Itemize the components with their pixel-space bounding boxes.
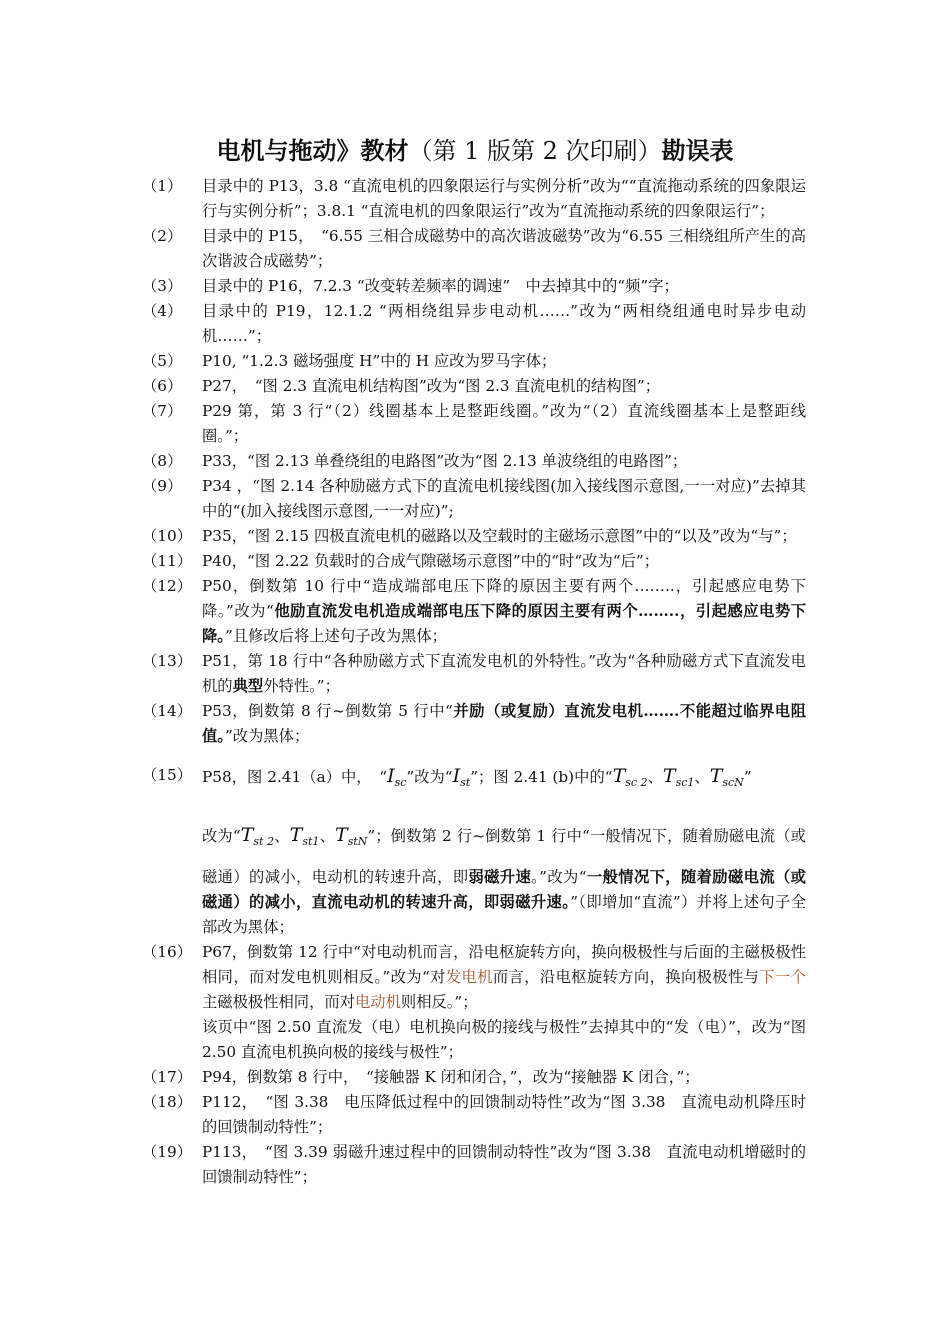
item-text-part: P67，倒数第 12 行中“对电动机而言，沿电枢旋转方向，换向极极性与后面的主磁极极性相同，而对发电机则相反。”改为“对	[202, 943, 806, 986]
list-item	[0, 349, 950, 374]
item-text: P112， “图 3.38 电压降低过程中的回馈制动特性”改为“图 3.38 直流电动机降压时的回馈制动特性”；	[202, 1093, 806, 1136]
item-number: （8）	[142, 452, 183, 470]
item-text	[202, 940, 806, 1015]
item-text-part: P51，第 18 行中“各种励磁方式下直流发电机的外特性。”改为“各种励磁方式下直流发电机的	[202, 652, 806, 695]
item-text-part: ”（即增加“直流”）并将上述句子全部改为黑体；	[202, 893, 807, 936]
list-item	[0, 649, 950, 699]
highlight-text: 电动机	[354, 993, 401, 1011]
formula-i-sc: $I_{sc}$	[387, 765, 407, 789]
formula-t-sc: $T_{sc 2}$、$T_{sc1}$、$T_{scN}$	[612, 765, 744, 789]
item-text: P27， “图 2.3 直流电机结构图”改为“图 2.3 直流电机的结构图”；	[202, 377, 661, 395]
item-text-part: 而言，沿电枢旋转方向，换向极极性与	[492, 968, 760, 986]
list-item	[0, 574, 950, 649]
item-text	[202, 753, 806, 940]
item-text-second: 该页中“图 2.50 直流发（电）电机换向极的接线与极性”去掉其中的“发（电）”，改为“图 2.50 直流电机换向极的接线与极性”；	[202, 1018, 806, 1061]
item-text-part: P58，图 2.41（a）中， “	[202, 768, 388, 786]
list-item	[0, 224, 950, 274]
item-text: P10, “1.2.3 磁场强度 H”中的 H 应改为罗马字体；	[202, 352, 557, 370]
list-item	[0, 524, 950, 549]
list-item	[0, 940, 950, 1065]
formula-i-st: $I_{st}$	[452, 765, 471, 789]
bold-text: 他励直流发电机造成端部电压下降的原因主要有两个……..，引起感应电势下降。	[202, 602, 806, 645]
formula-line-1	[202, 753, 806, 806]
item-text: 目录中的 P15， “6.55 三相合成磁势中的高次谐波磁势”改为“6.55 三相绕组所产生的高次谐波合成磁势”；	[202, 227, 806, 270]
item-text-part: 。”改为“	[531, 868, 587, 886]
item-text	[202, 649, 806, 699]
bold-text: 典型	[232, 677, 264, 695]
bold-text: 一般情况下，随着励磁电流（或磁通）的减小，直流电动机的转速升高，即弱磁升速。	[202, 868, 806, 911]
list-item	[0, 753, 950, 940]
title-part2: （第 1 版第 2 次印刷）	[408, 137, 662, 165]
item-number: （6）	[142, 377, 183, 395]
item-number: （3）	[142, 277, 183, 295]
item-text: 目录中的 P13，3.8 “直流电机的四象限运行与实例分析”改为““直流拖动系统的四象限运行与实例分析”；3.8.1 “直流电机的四象限运行”改为“直流拖动系统的四象限运行”；	[202, 177, 806, 220]
list-item	[0, 1090, 950, 1140]
bold-text: 弱磁升速	[468, 868, 532, 886]
item-number: （13）	[142, 652, 193, 670]
item-number: （1）	[142, 177, 183, 195]
item-text-part: ”且修改后将上述句子改为黑体；	[224, 627, 447, 645]
item-text-part: 则相反。”；	[400, 993, 478, 1011]
item-number: （7）	[142, 402, 183, 420]
title-part3: 勘误表	[661, 136, 734, 165]
item-text-part: ”；图 2.41 (b)中的“	[470, 768, 613, 786]
bold-text: 并励（或复励）直流发电机…….不能超过临界电阻值。	[202, 702, 807, 745]
item-text: P29 第，第 3 行“（2）线圈基本上是整距线圈。”改为“（2）直流线圈基本上是整距线圈。”；	[202, 402, 806, 445]
list-item	[0, 374, 950, 399]
item-number: （15）	[142, 766, 193, 784]
item-number: （12）	[142, 577, 193, 595]
list-item	[0, 399, 950, 449]
document-title	[0, 134, 950, 168]
list-item	[0, 699, 950, 749]
list-item	[0, 1065, 950, 1090]
item-text: P34 ，“图 2.14 各种励磁方式下的直流电机接线图(加入接线图示意图,一一对应)”去掉其中的“(加入接线图示意图,一一对应)”;	[202, 477, 806, 520]
item-number: （14）	[142, 702, 193, 720]
item-text-part: 外特性。”；	[263, 677, 340, 695]
item-text-part: P50，倒数第 10 行中“造成端部电压下降的原因主要有两个……..，引起感应电势下降。”改为“	[202, 577, 806, 620]
highlight-text: 下一个	[759, 968, 806, 986]
item-text: 目录中的 P16，7.2.3 “改变转差频率的调速” 中去掉其中的“频”字；	[202, 277, 679, 295]
item-number: （2）	[142, 227, 183, 245]
item-number: （4）	[142, 302, 183, 320]
item-text	[202, 574, 806, 649]
list-item	[0, 1140, 950, 1190]
formula-line-2	[202, 824, 368, 848]
item-text-part: ”；倒数第 2 行~倒数第 1 行中“一般情况下，随着励磁电流（或磁通）的减小，电动机的转速升高，即	[202, 827, 806, 886]
list-item	[0, 549, 950, 574]
item-text-part: P53，倒数第 8 行~倒数第 5 行中“	[202, 702, 453, 720]
item-number: （9）	[142, 477, 183, 495]
list-item	[0, 174, 950, 224]
item-text	[202, 699, 806, 749]
item-text: P33，“图 2.13 单叠绕组的电路图”改为“图 2.13 单波绕组的电路图”；	[202, 452, 688, 470]
item-text-part: ”改为黑体；	[224, 727, 310, 745]
item-number: （19）	[142, 1143, 193, 1161]
item-number: （10）	[142, 527, 193, 545]
item-number: （17）	[142, 1068, 193, 1086]
item-text: P113， “图 3.39 弱磁升速过程中的回馈制动特性”改为“图 3.38 直流电动机增磁时的回馈制动特性”；	[202, 1143, 806, 1186]
title-part1: 电机与拖动》教材	[216, 136, 409, 165]
item-text: P40，“图 2.22 负载时的合成气隙磁场示意图”中的“时“改为“后”；	[202, 552, 659, 570]
formula-paragraph	[202, 812, 806, 940]
item-text-part: ”	[743, 768, 752, 786]
list-item	[0, 474, 950, 524]
formula-t-st: $T_{st 2}$、$T_{st1}$、$T_{stN}$	[240, 824, 368, 848]
item-text: P94，倒数第 8 行中， “接触器 K 闭和闭合，”，改为“接触器 K 闭合，”；	[202, 1068, 700, 1086]
list-item	[0, 299, 950, 349]
highlight-text: 发电机	[445, 968, 493, 986]
item-number: （16）	[142, 943, 193, 961]
item-number: （18）	[142, 1093, 193, 1111]
item-number: （5）	[142, 352, 183, 370]
list-item	[0, 274, 950, 299]
item-number: （11）	[142, 552, 193, 570]
list-item	[0, 449, 950, 474]
item-text: 目录中的 P19，12.1.2 “两相绕组异步电动机……”改为“两相绕组通电时异步电动机……”；	[202, 302, 806, 345]
item-text-part: ”改为“	[406, 768, 453, 786]
item-text: P35，“图 2.15 四极直流电机的磁路以及空载时的主磁场示意图”中的“以及”改为“与”；	[202, 527, 797, 545]
item-text-part: 主磁极极性相同，而对	[202, 993, 355, 1011]
item-text-part: 改为“	[202, 827, 241, 845]
errata-list	[0, 174, 950, 1190]
